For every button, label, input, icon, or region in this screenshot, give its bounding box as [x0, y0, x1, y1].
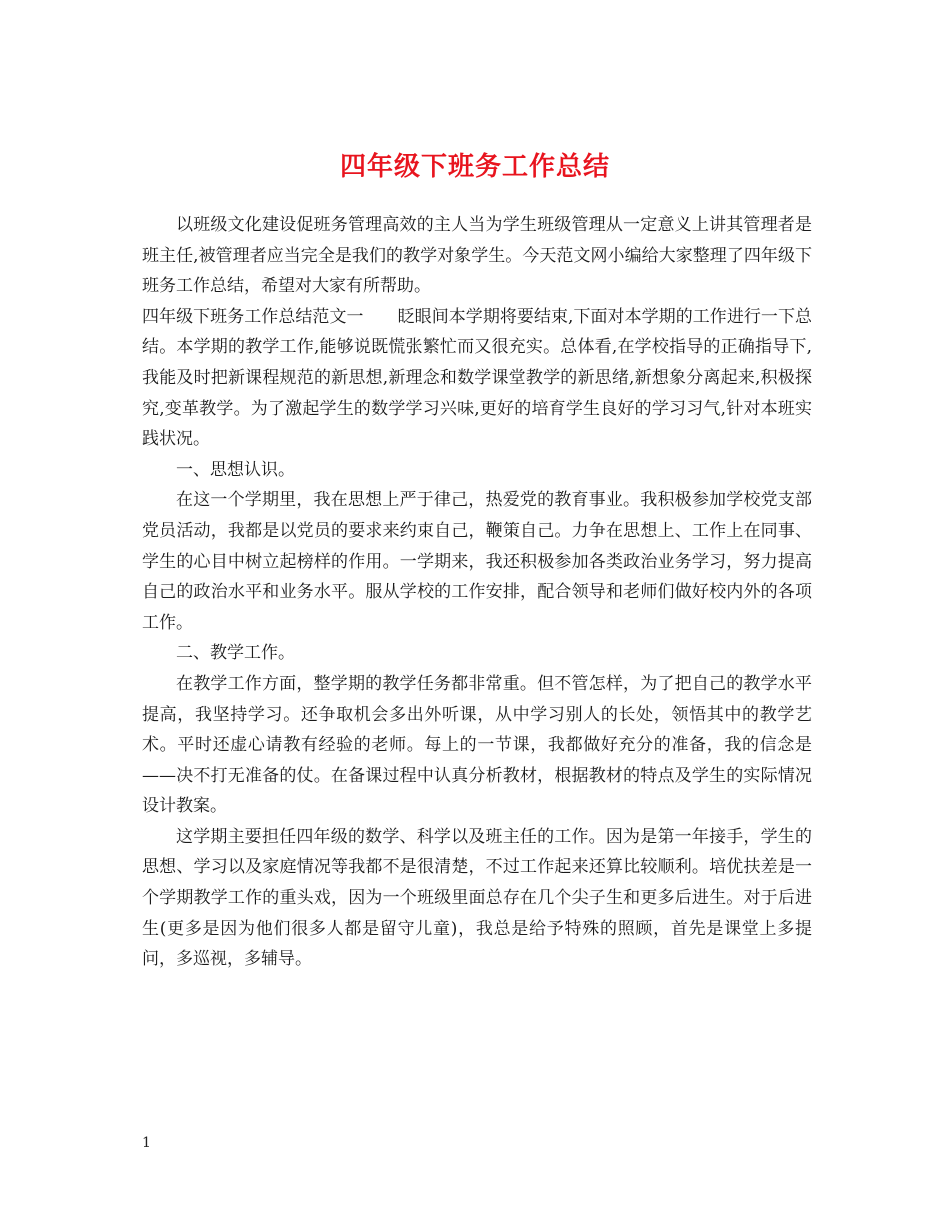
section-heading-thought: 一、思想认识。: [176, 459, 295, 480]
page-number: 1: [142, 1135, 151, 1151]
paragraph-duties: 这学期主要担任四年级的数学、科学以及班主任的工作。因为是第一年接手，学生的思想、学习以及家庭情况等我都不是很清楚，不过工作起来还算比较顺利。培优扶差是一个学期教学工作的重头戏，因为一个班级里面总存在几个尖子生和更多后进生。对于后进生(更多是因为他们很多人都是留守儿童)，我总是给予特殊的照顾，首先是课堂上多提问，多巡视，多辅导。: [142, 826, 812, 970]
paragraph-teaching: 在教学工作方面，整学期的教学任务都非常重。但不管怎样，为了把自己的教学水平提高，我坚持学习。还争取机会多出外听课，从中学习别人的长处，领悟其中的教学艺术。平时还虚心请教有经验的老师。每上的一节课，我都做好充分的准备，我的信念是——决不打无准备的仗。在备课过程中认真分析教材，根据教材的特点及学生的实际情况设计教案。: [142, 673, 812, 817]
paragraph-thought: 在这一个学期里，我在思想上严于律己，热爱党的教育事业。我积极参加学校党支部党员活动，我都是以党员的要求来约束自己，鞭策自己。力争在思想上、工作上在同事、学生的心目中树立起榜样的作用。一学期来，我还积极参加各类政治业务学习，努力提高自己的政治水平和业务水平。服从学校的工作安排，配合领导和老师们做好校内外的各项工作。: [142, 490, 812, 633]
document-title: 四年级下班务工作总结: [339, 152, 610, 183]
paragraph-intro: 以班级文化建设促班务管理高效的主人当为学生班级管理从一定意义上讲其管理者是班主任,被管理者应当完全是我们的教学对象学生。今天范文网小编给大家整理了四年级下班务工作总结，希望对大家有所帮助。: [142, 215, 812, 297]
paragraph-sample-one: 四年级下班务工作总结范文一 眨眼间本学期将要结束,下面对本学期的工作进行一下总结。本学期的教学工作,能够说既慌张繁忙而又很充实。总体看,在学校指导的正确指导下,我能及时把新课程规范的新思想,新理念和数学课堂教学的新思绪,新想象分离起来,积极探究,变革教学。为了激起学生的数学学习兴味,更好的培育学生良好的学习习气,针对本班实践状况。: [142, 306, 812, 450]
section-heading-teaching: 二、教学工作。: [176, 643, 295, 664]
document-body: [142, 210, 812, 975]
